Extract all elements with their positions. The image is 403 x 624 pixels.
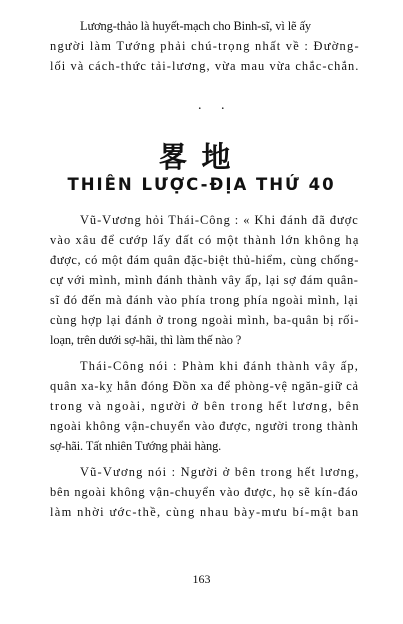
p2-line-5: sợ-hãi. Tất nhiên Tướng phải hàng.	[50, 439, 222, 453]
p1-line-5: sĩ đó đến mà đánh vào phía trong phía ngoài mình, lại	[50, 293, 359, 307]
p1-line-3: được, có một đám quân đặc-biệt thủ-hiểm, cùng chống-	[50, 253, 360, 267]
p1-line-4: cự với mình, mình đánh thành vây ấp, lại sợ đám quân-	[50, 273, 359, 287]
p3-line-1: Vũ-Vương nói : Người ở bên trong hết lương,	[80, 465, 360, 479]
p2-line-3: trong và ngoài, người ở bên trong hết lương, bên	[50, 399, 361, 413]
section-separator: . .	[198, 98, 233, 113]
p3-line-3: làm nhời ước-thề, cùng nhau bày-mưu bí-mật ban	[50, 505, 360, 519]
p3-line-2: bên ngoài không vận-chuyển vào được, họ sẽ kín-đáo	[50, 485, 359, 499]
chapter-title: THIÊN LƯỢC-ĐỊA THỨ 40	[67, 175, 336, 194]
p2-line-4: ngoài không vận-chuyển vào được, người trong thành	[50, 419, 359, 433]
intro-line-2: người làm Tướng phải chú-trọng nhất về : Đường-	[50, 39, 360, 53]
p2-line-2: quân xa-kỵ hẳn đóng Đồn xa để phòng-vệ ngăn-giữ cả	[50, 379, 359, 393]
intro-line-1: Lương-thảo là huyết-mạch cho Binh-sĩ, vì lẽ ấy	[80, 19, 311, 33]
p1-line-1: Vũ-Vương hỏi Thái-Công : « Khi đánh đã được	[80, 213, 359, 227]
chapter-chinese-title: 畧地	[158, 140, 245, 174]
intro-line-3: lối và cách-thức tải-lương, vừa mau vừa chắc-chắn.	[50, 59, 360, 73]
p2-line-1: Thái-Công nói : Phàm khi đánh thành vây ấp,	[80, 359, 360, 373]
p1-line-2: vào xâu để cướp lấy đất có một thành lớn không hạ	[50, 233, 360, 247]
page-number: 163	[192, 572, 211, 586]
p1-line-6: cùng hợp lại đánh ở trong ngoài mình, ba-quân bị rối-	[50, 313, 360, 327]
p1-line-7: loạn, trên dưới sợ-hãi, thì làm thế nào ?	[50, 333, 242, 347]
